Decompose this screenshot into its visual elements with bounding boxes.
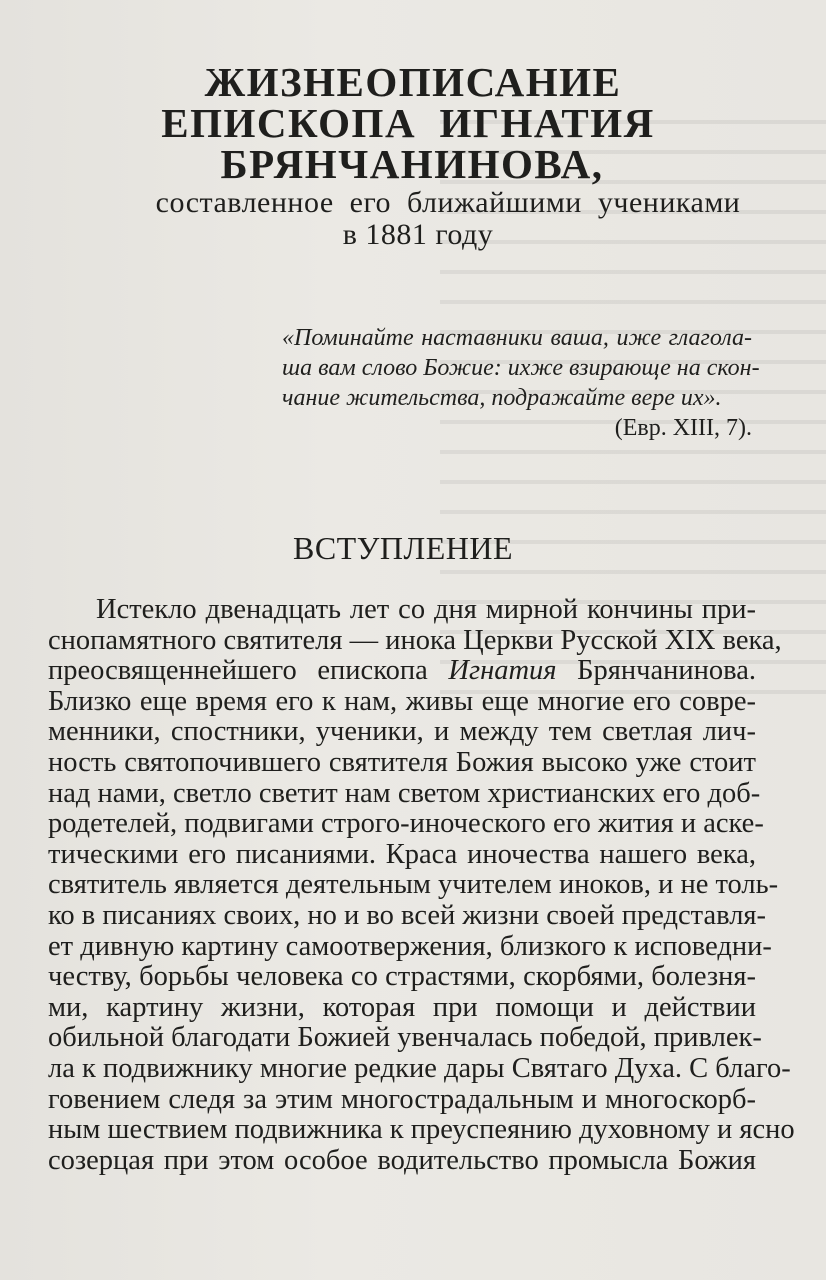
body-line xyxy=(48,656,756,687)
epigraph-source: (Евр. XIII, 7). xyxy=(614,415,752,441)
body-line: Истекло двенадцать лет со дня мирной кончины при- xyxy=(96,594,756,625)
body-line: ми, картину жизни, которая при помощи и действии xyxy=(48,991,756,1023)
subtitle-line-1: составленное его ближайшими учениками xyxy=(155,186,741,219)
body-line: говением следя за этим многострадальным и многоскорб- xyxy=(48,1083,756,1115)
body-text xyxy=(48,594,795,1176)
body-line: ет дивную картину самоотвержения, близкого к исповедни- xyxy=(48,930,772,962)
body-line-part: Брянчанинова. xyxy=(556,655,756,687)
epigraph-line: чание жительства, подражайте вере их». xyxy=(282,385,722,411)
title-block xyxy=(0,59,826,251)
body-line: созерцая при этом особое водительство промысла Божия xyxy=(48,1144,756,1176)
body-line-part: преосвященнейшего епископа xyxy=(48,655,449,687)
body-line: святитель является деятельным учителем иноков, и не толь- xyxy=(48,869,779,901)
body-line: менники, спостники, ученики, и между тем светлая лич- xyxy=(48,716,756,748)
subtitle-line-2: в 1881 году xyxy=(342,218,494,251)
body-line: родетелей, подвигами строго-иноческого его жития и аске- xyxy=(48,808,764,840)
body-line: снопамятного святителя — инока Церкви Русской XIX века, xyxy=(48,624,782,656)
body-line: Близко еще время его к нам, живы еще многие его совре- xyxy=(48,685,756,717)
body-line: ко в писаниях своих, но и во всей жизни своей представля- xyxy=(48,899,767,931)
body-line: обильной благодати Божией увенчалась победой, привлек- xyxy=(48,1022,762,1054)
body-line: над нами, светло светит нам светом христианских его доб- xyxy=(48,777,761,809)
body-line: тическими его писаниями. Краса иночества нашего века, xyxy=(48,838,756,870)
body-line: ла к подвижнику многие редкие дары Святаго Духа. С благо- xyxy=(48,1052,791,1084)
title-line-3: БРЯНЧАНИНОВА, xyxy=(220,141,604,187)
title-line-1: ЖИЗНЕОПИСАНИЕ xyxy=(204,59,622,105)
epigraph xyxy=(282,323,760,443)
body-line-italic-name: Игнатия xyxy=(448,655,557,687)
epigraph-line: «Поминайте наставники ваша, иже глагола- xyxy=(282,325,752,351)
body-line: ность святопочившего святителя Божия высоко уже стоит xyxy=(48,746,756,778)
title-line-2: ЕПИСКОПА ИГНАТИЯ xyxy=(161,100,655,146)
body-line: ным шествием подвижника к преуспеянию духовному и ясно xyxy=(48,1114,795,1146)
section-heading: ВСТУПЛЕНИЕ xyxy=(292,530,513,566)
body-line: честву, борьбы человека со страстями, скорбями, болезня- xyxy=(48,961,756,993)
epigraph-line: ша вам слово Божие: ихже взирающе на скон- xyxy=(282,355,760,381)
